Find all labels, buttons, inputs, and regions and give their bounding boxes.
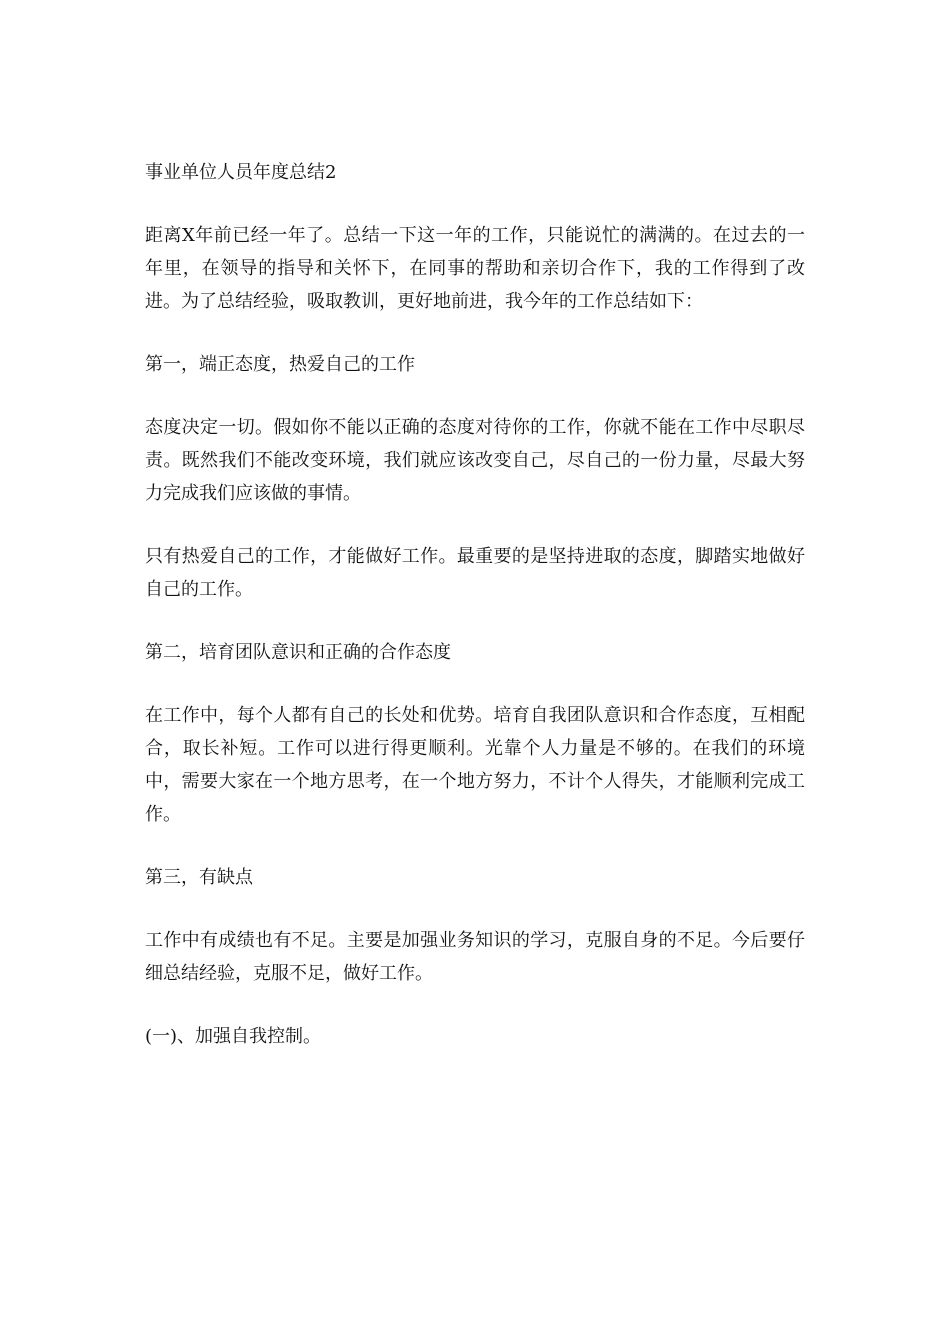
paragraph-shortcomings: 工作中有成绩也有不足。主要是加强业务知识的学习，克服自身的不足。今后要仔细总结经验，克服不足，做好工作。 [145,930,805,984]
section-heading-third: 第三，有缺点 [145,867,253,888]
section-heading-first: 第一，端正态度，热爱自己的工作 [145,354,415,375]
section-heading-second: 第二，培育团队意识和正确的合作态度 [145,642,451,663]
paragraph-intro: 距离X年前已经一年了。总结一下这一年的工作，只能说忙的满满的。在过去的一年里，在领导的指导和关怀下，在同事的帮助和亲切合作下，我的工作得到了改进。为了总结经验，吸取教训，更好地前进，我今年的工作总结如下： [145,225,805,312]
paragraph-love-work: 只有热爱自己的工作，才能做好工作。最重要的是坚持进取的态度，脚踏实地做好自己的工作。 [145,546,805,600]
paragraph-attitude: 态度决定一切。假如你不能以正确的态度对待你的工作，你就不能在工作中尽职尽责。既然我们不能改变环境，我们就应该改变自己，尽自己的一份力量，尽最大努力完成我们应该做的事情。 [145,417,805,504]
document-body [145,156,805,1083]
paragraph-teamwork: 在工作中，每个人都有自己的长处和优势。培育自我团队意识和合作态度，互相配合，取长补短。工作可以进行得更顺利。光靠个人力量是不够的。在我们的环境中，需要大家在一个地方思考，在一个地方努力，不计个人得失，才能顺利完成工作。 [145,705,805,825]
document-title: 事业单位人员年度总结2 [145,162,337,183]
subsection-heading-one: (一)、加强自我控制。 [145,1026,322,1047]
